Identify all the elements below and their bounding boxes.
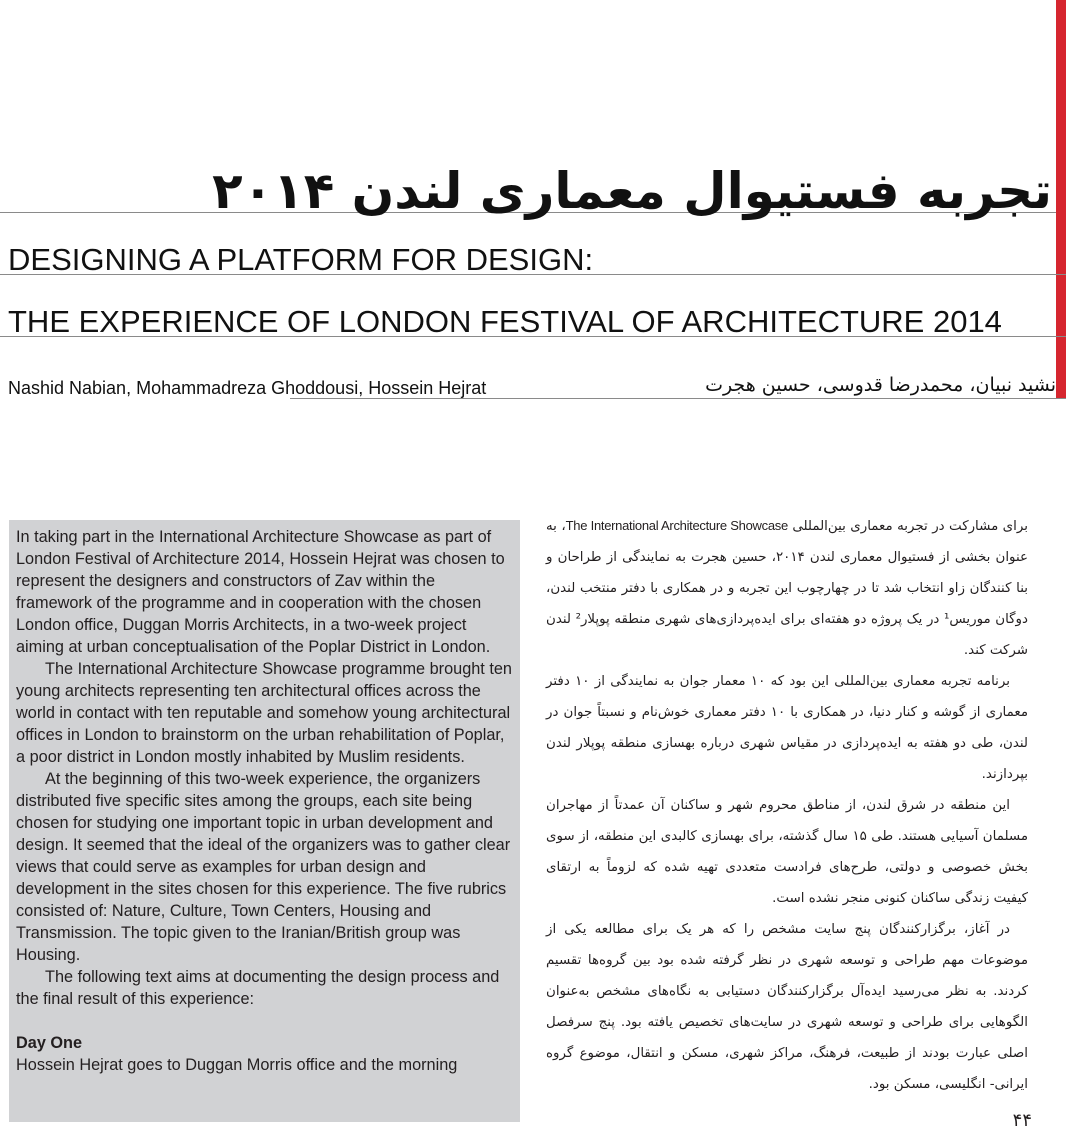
paragraph-spacer xyxy=(16,1010,514,1032)
persian-paragraph-1-start: برای مشارکت در تجربه معماری بین‌المللی xyxy=(787,519,1028,534)
english-paragraph-4: The following text aims at documenting the design process and the final result of this experience: xyxy=(16,968,500,1008)
persian-column xyxy=(546,510,1028,1100)
authors-english: Nashid Nabian, Mohammadreza Ghoddousi, Hossein Hejrat xyxy=(8,378,487,398)
english-title-line-1: DESIGNING A PLATFORM FOR DESIGN: xyxy=(8,242,594,277)
persian-paragraph-1 xyxy=(546,510,1028,666)
english-paragraph-1: In taking part in the International Architecture Showcase as part of London Festival of Architecture 2014, Hossein Hejrat was chosen to represent the designers and constructors of Zav within the framework of the programme and in cooperation with the chosen London office, Duggan Morris Architects, in a two-week project aiming at urban conceptualisation of the Poplar District in London. xyxy=(16,528,505,656)
page-number: ۴۴ xyxy=(1012,1110,1032,1131)
english-paragraph-2: The International Architecture Showcase programme brought ten young architects representing ten architectural offices across the world in contact with ten reputable and somehow young architectural offices in London to brainstorm on the urban rehabilitation of Poplar, a poor district in London mostly inhabited by Muslim residents. xyxy=(16,660,512,766)
day-one-text: Hossein Hejrat goes to Duggan Morris office and the morning xyxy=(16,1056,458,1074)
english-paragraph-3: At the beginning of this two-week experience, the organizers distributed five specific sites among the groups, each site being chosen for studying one important topic in urban development and design. It seemed that the ideal of the organizers was to gather clear views that could serve as examples for urban design and development in the sites chosen for this experience. The five rubrics consisted of: Nature, Culture, Town Centers, Housing and Transmission. The topic given to the Iranian/British group was Housing. xyxy=(16,770,511,964)
persian-paragraph-3: این منطقه در شرق لندن، از مناطق محروم شهر و ساکنان آن عمدتاً از مهاجران مسلمان آسیایی هستند. طی ۱۵ سال گذشته، برای بهسازی کالبدی این منطقه، از سوی بخش خصوصی و دولتی، طرح‌های فرادست متعددی تهیه شده که لزوماً به ارتقای کیفیت زندگی ساکنان کنونی منجر نشده است. xyxy=(546,798,1028,906)
persian-paragraph-1-rest: ، به عنوان بخشی از فستیوال معماری لندن ۲۰۱۴، حسین هجرت به نمایندگی از طراحان و بنا کنندگان زاو انتخاب شد تا در چهارچوب این تجربه و در همکاری با دفتر منتخب لندن، دوگان موریس¹ در یک پروژه دو هفته‌ای برای ایده‌پردازی‌های شهری منطقه پوپلار² لندن شرکت کند. xyxy=(546,519,1028,658)
accent-bar xyxy=(1056,0,1066,398)
persian-paragraph-4: در آغاز، برگزارکنندگان پنج سایت مشخص را که هر یک برای مطالعه یکی از موضوعات مهم طراحی و توسعه شهری در نظر گرفته شده بود بین گروه‌ها تقسیم کردند. به نظر می‌رسید ایده‌آل برگزارکنندگان دستیابی به نگاه‌های مشخص به‌عنوان الگوهایی برای طراحی و توسعه شهری در سایت‌های تخصیص یافته بود. پنج سرفصل اصلی عبارت بودند از طبیعت، فرهنگ، مراکز شهری، مسکن و انتقال، موضوع گروه ایرانی- انگلیسی، مسکن بود. xyxy=(546,922,1028,1092)
english-column xyxy=(9,520,520,1122)
showcase-english-name: The International Architecture Showcase xyxy=(565,518,788,533)
english-title-line-2: THE EXPERIENCE OF LONDON FESTIVAL OF ARCHITECTURE 2014 xyxy=(8,304,1002,339)
persian-title: تجربه فستیوال معماری لندن ۲۰۱۴ xyxy=(212,162,1052,220)
day-one-heading: Day One xyxy=(16,1034,83,1052)
authors-persian: نشید نبیان، محمدرضا قدوسی، حسین هجرت xyxy=(705,374,1056,396)
persian-paragraph-2: برنامه تجربه معماری بین‌المللی این بود که ۱۰ معمار جوان به نمایندگی از ۱۰ دفتر معماری از گوشه و کنار دنیا، در همکاری با ۱۰ دفتر معماری خوش‌نام و نسبتاً جوان در لندن، طی دو هفته به ایده‌پردازی در مقیاس شهری درباره بهسازی منطقه پوپلار لندن بپردازند. xyxy=(546,674,1028,782)
